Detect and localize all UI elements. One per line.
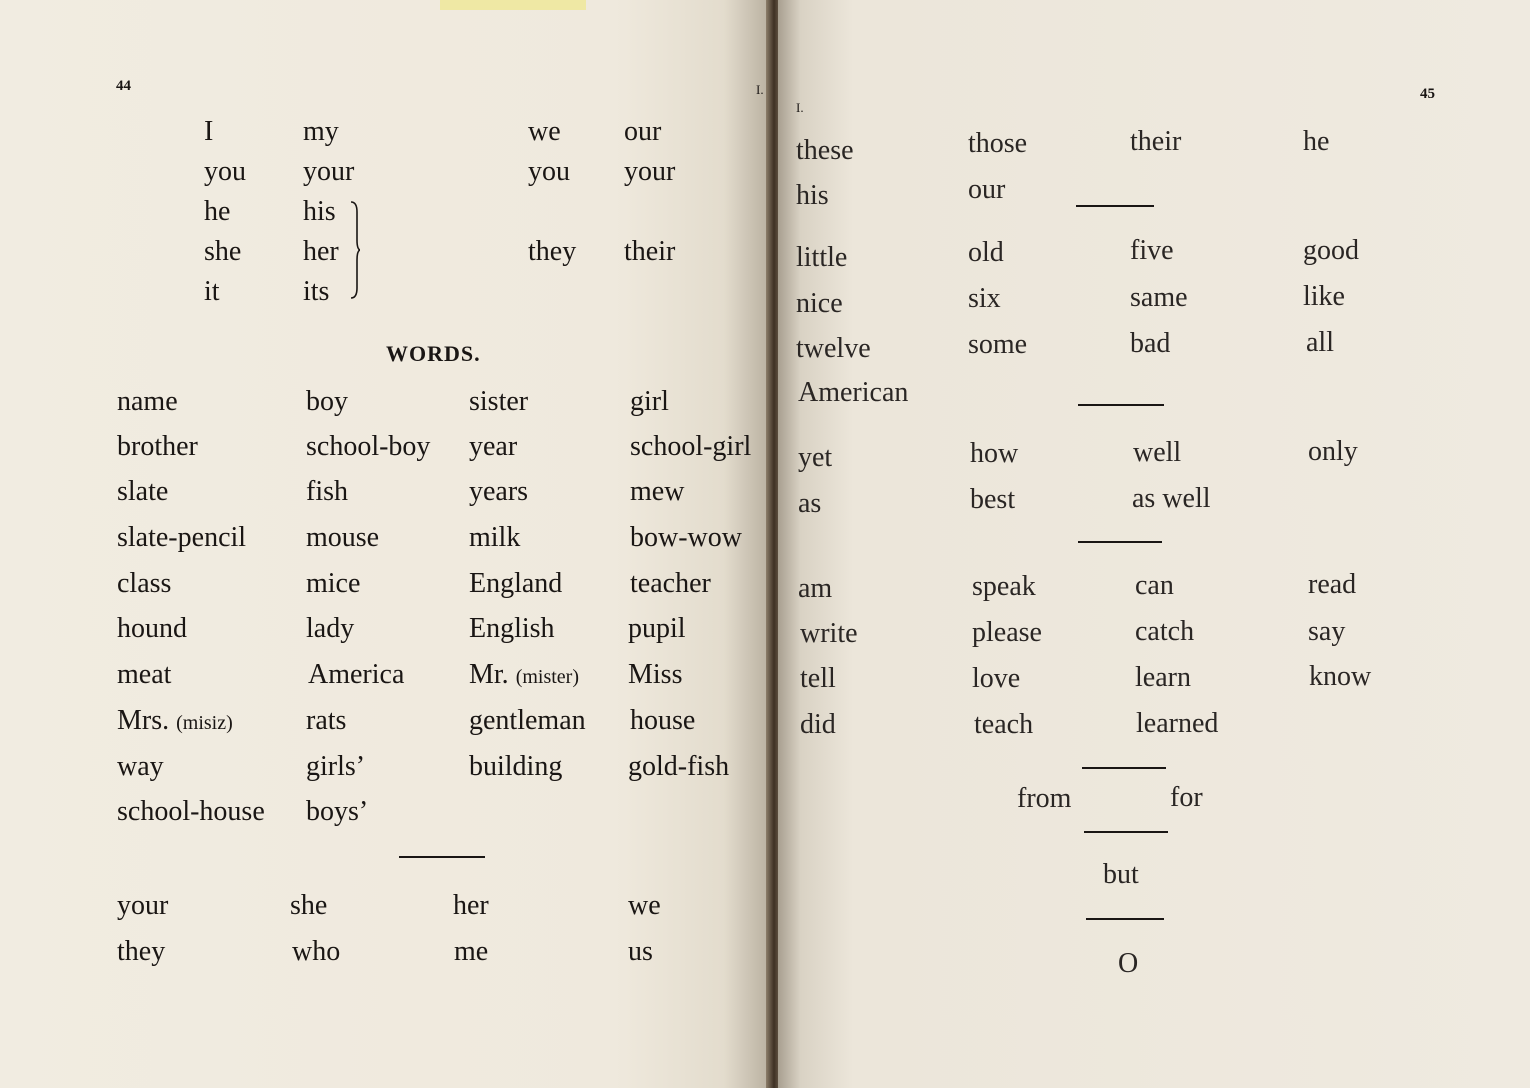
vocab-word: from xyxy=(1017,783,1072,814)
vocab-word: way xyxy=(117,751,164,782)
pronoun-word: their xyxy=(624,236,676,267)
vocab-word: slate-pencil xyxy=(117,522,247,553)
corner-mark-left: I. xyxy=(756,82,764,97)
vocab-word: teacher xyxy=(630,568,711,599)
vocab-word: bad xyxy=(1130,328,1171,359)
vocab-word: but xyxy=(1103,859,1139,890)
vocab-word: years xyxy=(469,476,529,507)
vocab-word: some xyxy=(968,329,1028,360)
pronoun-word: he xyxy=(204,196,231,227)
vocab-word: those xyxy=(968,128,1028,159)
vocab-word: your xyxy=(117,890,169,921)
vocab-word: American xyxy=(798,377,909,408)
vocab-word: same xyxy=(1130,282,1188,313)
page-number-left: 44 xyxy=(116,78,131,94)
vocab-word: boys’ xyxy=(306,796,369,827)
vocab-word: learned xyxy=(1136,708,1219,739)
words-heading: WORDS. xyxy=(386,341,481,366)
vocab-word: his xyxy=(796,180,829,211)
vocab-word: school-house xyxy=(117,796,265,827)
vocab-word: building xyxy=(469,751,563,782)
vocab-word: these xyxy=(796,135,854,166)
vocab-word: mew xyxy=(630,476,685,507)
vocab-word: hound xyxy=(117,613,187,644)
vocab-word: did xyxy=(800,709,836,740)
vocab-word: catch xyxy=(1135,616,1195,647)
vocab-word: meat xyxy=(117,659,172,690)
vocab-word xyxy=(469,661,579,689)
vocab-word: am xyxy=(798,573,833,604)
vocab-word: yet xyxy=(798,442,833,473)
vocab-word: nice xyxy=(796,288,843,319)
separator-rule xyxy=(1078,404,1164,406)
vocab-word: class xyxy=(117,568,172,599)
vocab-word: as well xyxy=(1132,483,1211,514)
vocab-word: good xyxy=(1303,235,1359,266)
vocab-word: her xyxy=(453,890,489,921)
vocab-word: our xyxy=(968,174,1006,205)
corner-mark-right: I. xyxy=(796,100,804,115)
pronoun-word: its xyxy=(303,276,330,307)
pronunciation-note: (mister) xyxy=(515,666,579,688)
vocab-word: pupil xyxy=(628,613,686,644)
pronunciation-note: (misiz) xyxy=(176,712,233,734)
vocab-word: school-boy xyxy=(306,431,431,462)
vocab-word: mouse xyxy=(306,522,380,553)
vocab-word: six xyxy=(968,283,1001,314)
pronoun-word: my xyxy=(303,116,339,147)
vocab-word: brother xyxy=(117,431,198,462)
vocab-word: five xyxy=(1130,235,1174,266)
vocab-word: tell xyxy=(800,663,836,694)
vocab-word: me xyxy=(454,936,489,967)
vocab-word: like xyxy=(1303,281,1345,312)
vocab-word: rats xyxy=(306,705,347,736)
vocab-word: old xyxy=(968,237,1004,268)
vocab-word: as xyxy=(798,488,822,519)
vocab-word: O xyxy=(1118,948,1139,979)
vocab-word: gentleman xyxy=(469,705,586,736)
vocab-word: they xyxy=(117,936,166,967)
vocab-word: he xyxy=(1303,126,1330,157)
pronoun-word: you xyxy=(204,156,246,187)
vocab-word: girls’ xyxy=(306,751,366,782)
vocab-word: can xyxy=(1135,570,1174,601)
separator-rule xyxy=(1078,541,1162,543)
vocab-word: girl xyxy=(630,386,669,417)
pronoun-word: you xyxy=(528,156,570,187)
pronoun-word: his xyxy=(303,196,336,227)
vocab-word: speak xyxy=(972,571,1036,602)
vocab-word: for xyxy=(1170,782,1203,813)
vocab-word: Miss xyxy=(628,659,683,690)
vocab-word: fish xyxy=(306,476,348,507)
separator-rule xyxy=(1076,205,1154,207)
pronoun-word: your xyxy=(303,156,355,187)
right-page xyxy=(778,0,1530,1088)
vocab-word: well xyxy=(1133,437,1182,468)
pronoun-word: I xyxy=(204,116,214,147)
vocab-word: milk xyxy=(469,522,521,553)
vocab-word: lady xyxy=(306,613,355,644)
vocab-word: gold-fish xyxy=(628,751,730,782)
vocab-word: boy xyxy=(306,386,348,417)
vocab-word: say xyxy=(1308,616,1346,647)
vocab-word: school-girl xyxy=(630,431,752,462)
vocab-word-text: Mrs. xyxy=(117,705,170,736)
vocab-word: English xyxy=(469,613,555,644)
vocab-word: America xyxy=(308,659,405,690)
vocab-word: name xyxy=(117,386,178,417)
curly-brace xyxy=(350,200,360,300)
pronoun-word: we xyxy=(528,116,561,147)
vocab-word: mice xyxy=(306,568,361,599)
vocab-word: year xyxy=(469,431,518,462)
vocab-word: little xyxy=(796,242,848,273)
vocab-word: she xyxy=(290,890,328,921)
vocab-word: we xyxy=(628,890,661,921)
pronoun-word: our xyxy=(624,116,662,147)
pronoun-word: her xyxy=(303,236,339,267)
separator-rule xyxy=(1084,831,1168,833)
vocab-word: know xyxy=(1309,661,1372,692)
vocab-word: England xyxy=(469,568,563,599)
vocab-word: read xyxy=(1308,569,1357,600)
pronoun-word: she xyxy=(204,236,242,267)
vocab-word: teach xyxy=(974,709,1034,740)
separator-rule xyxy=(1086,918,1164,920)
vocab-word-text: Mr. xyxy=(469,659,509,690)
vocab-word: learn xyxy=(1135,662,1191,693)
vocab-word: only xyxy=(1308,436,1358,467)
vocab-word: write xyxy=(800,618,858,649)
page-number-right: 45 xyxy=(1420,86,1435,102)
vocab-word: who xyxy=(292,936,341,967)
vocab-word: best xyxy=(970,484,1016,515)
vocab-word: love xyxy=(972,663,1021,694)
pronoun-word: they xyxy=(528,236,577,267)
vocab-word: sister xyxy=(469,386,529,417)
vocab-word: slate xyxy=(117,476,169,507)
vocab-word: bow-wow xyxy=(630,522,742,553)
vocab-word: how xyxy=(970,438,1019,469)
vocab-word: all xyxy=(1306,327,1334,358)
pronoun-word: your xyxy=(624,156,676,187)
separator-rule xyxy=(399,856,485,858)
pronoun-word: it xyxy=(204,276,220,307)
vocab-word: please xyxy=(972,617,1042,648)
vocab-word: twelve xyxy=(796,333,871,364)
separator-rule xyxy=(1082,767,1166,769)
vocab-word xyxy=(117,707,233,735)
vocab-word: house xyxy=(630,705,696,736)
bookmark-strip xyxy=(440,0,586,10)
vocab-word: us xyxy=(628,936,653,967)
vocab-word: their xyxy=(1130,126,1182,157)
